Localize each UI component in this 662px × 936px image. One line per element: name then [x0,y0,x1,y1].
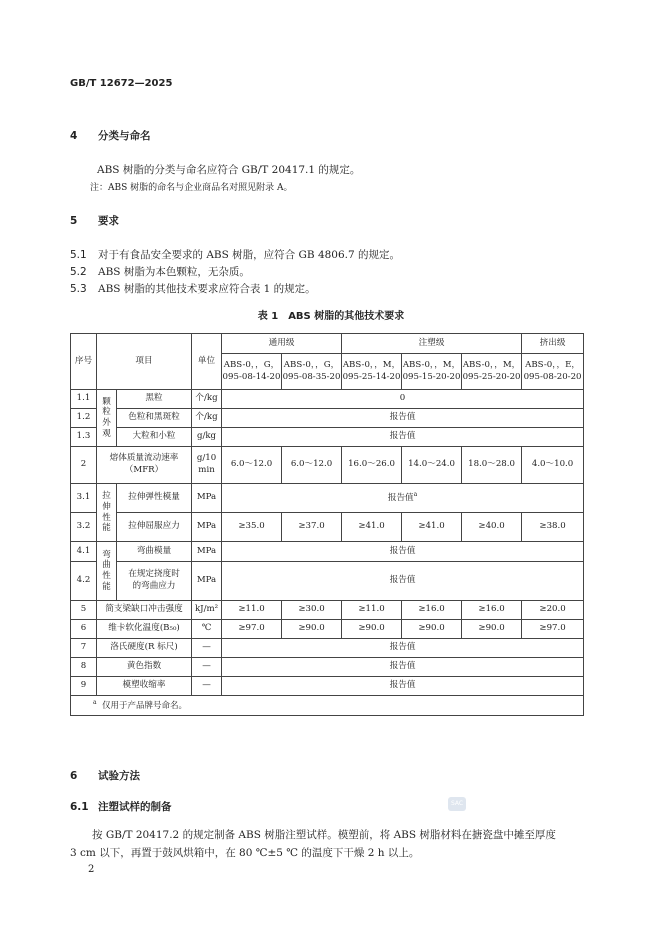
clause-number: 5.2 [70,266,87,278]
section-6-1-number: 6.1 [70,801,89,813]
table-row: 1.3 大粒和小粒 g/kg 报告值 [71,428,584,447]
section-5-number: 5 [70,215,78,227]
section-6-heading [70,768,140,783]
clause-number: 5.3 [70,283,87,295]
table-footnote-row [71,696,584,716]
section-6-number: 6 [70,770,78,782]
clause-text: ABS 树脂的其他技术要求应符合表 1 的规定。 [98,283,316,295]
requirements-table [70,333,584,716]
table-row: 7 洛氏硬度(R 标尺) — 报告值 [71,639,584,658]
group-general: 通用级 [222,334,342,354]
clause-number: 5.1 [70,249,87,261]
section-6-1-paragraph-line1: 按 GB/T 20417.2 的规定制备 ABS 树脂注塑试样。模塑前，将 ABS 树脂材料在搪瓷盘中摊至厚度 [92,829,556,841]
standard-number-header: GB/T 12672—2025 [70,78,173,89]
table-row: 6 维卡软化温度(B₅₀) ℃ ≥97.0 ≥90.0 ≥90.0 ≥90.0 ≥90.0 ≥97.0 [71,620,584,639]
section-5-heading [70,213,119,228]
section-6-1-title: 注塑试样的制备 [98,801,172,813]
clause-5-3 [70,281,316,296]
section-4-number: 4 [70,130,78,142]
group-injection: 注塑级 [342,334,522,354]
section-4-title: 分类与命名 [98,130,151,142]
grade-header: ABS-0，，M， 095-25-20-20 [462,354,522,390]
table-row: 5 简支梁缺口冲击强度 kJ/m² ≥11.0 ≥30.0 ≥11.0 ≥16.0 ≥16.0 ≥20.0 [71,601,584,620]
grade-header: ABS-0，，G， 095-08-14-20 [222,354,282,390]
table-row: 1.1 颗 粒 外 观 黑粒 个/kg 0 [71,390,584,409]
page-number: 2 [88,864,95,875]
grade-header: ABS-0，，G， 095-08-35-20 [282,354,342,390]
header-unit: 单位 [192,334,222,390]
watermark-logo-icon: SAC [448,797,466,811]
table-row: 3.2 拉伸屈服应力 MPa ≥35.0 ≥37.0 ≥41.0 ≥41.0 ≥40.0 ≥38.0 [71,513,584,542]
group-extrusion: 挤出级 [522,334,584,354]
table-row: 8 黄色指数 — 报告值 [71,658,584,677]
grade-header: ABS-0，，M， 095-25-14-20 [342,354,402,390]
clause-5-2 [70,264,250,279]
table-row: 4.2 在规定挠度时 的弯曲应力 MPa 报告值 [71,562,584,601]
grade-header: ABS-0，，E， 095-08-20-20 [522,354,584,390]
table-row: 2 熔体质量流动速率 （MFR） g/10 min 6.0～12.0 6.0～12.0 16.0～26.0 14.0～24.0 18.0～28.0 4.0～10.0 [71,447,584,484]
table-row: 1.2 色粒和黑斑粒 个/kg 报告值 [71,409,584,428]
section-6-title: 试验方法 [98,770,140,782]
clause-text: 对于有食品安全要求的 ABS 树脂，应符合 GB 4806.7 的规定。 [98,249,401,261]
table-row: 9 模塑收缩率 — 报告值 [71,677,584,696]
table-caption: 表 1 ABS 树脂的其他技术要求 [257,311,405,322]
appearance-group-label: 颗 粒 外 观 [97,390,117,447]
section-4-note: 注：ABS 树脂的命名与企业商品名对照见附录 A。 [90,183,293,193]
clause-text: ABS 树脂为本色颗粒，无杂质。 [98,266,250,278]
section-4-heading [70,128,151,143]
section-6-1-paragraph-line2: 3 cm 以下，再置于鼓风烘箱中，在 80 ℃±5 ℃ 的温度下干燥 2 h 以上。 [70,847,420,859]
tensile-group-label: 拉 伸 性 能 [97,484,117,542]
grade-header: ABS-0，，M， 095-15-20-20 [402,354,462,390]
section-6-1-heading [70,799,172,814]
section-4-paragraph: ABS 树脂的分类与命名应符合 GB/T 20417.1 的规定。 [97,164,361,176]
flexural-group-label: 弯 曲 性 能 [97,542,117,601]
table-row: 3.1 拉 伸 性 能 拉伸弹性模量 MPa 报告值$^a$ [71,484,584,513]
header-no: 序号 [71,334,97,390]
table-row: 4.1 弯 曲 性 能 弯曲模量 MPa 报告值 [71,542,584,562]
section-5-title: 要求 [98,215,119,227]
header-item: 项目 [97,334,192,390]
table-footnote: $^a$ 仅用于产品牌号命名。 [71,696,584,716]
clause-5-1 [70,247,400,262]
